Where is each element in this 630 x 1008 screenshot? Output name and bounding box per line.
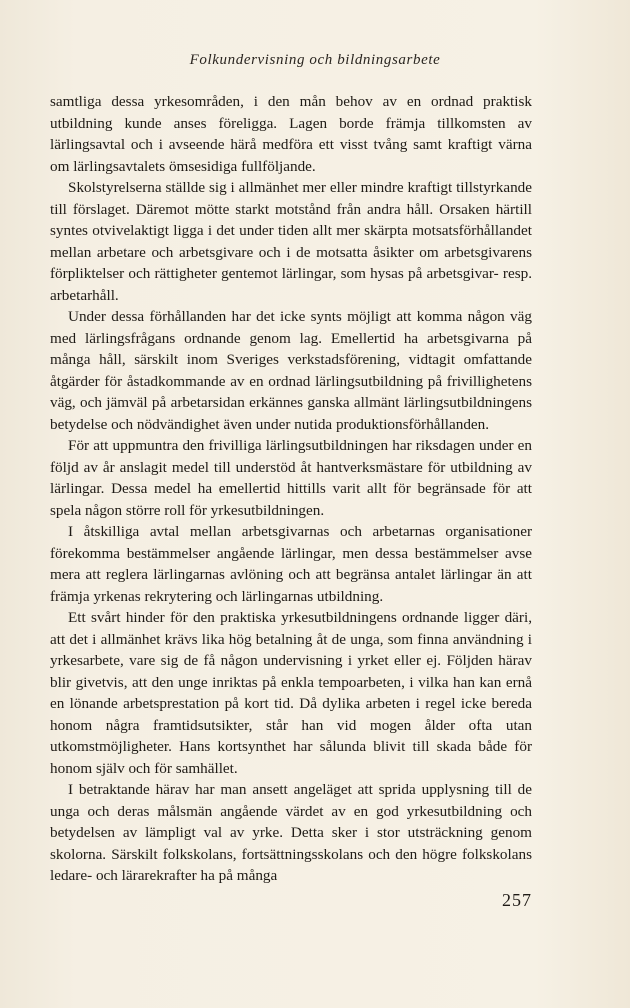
paragraph-1: samtliga dessa yrkesområden, i den mån behov av en ordnad praktisk utbildning kunde anses föreligga. Lagen borde främja tillkomsten av lärlingsavtal och i avseende härå medföra ett visst tvång samt kraftigt värna om lärlingsavtalets ömsesidiga fullföljande. [50, 93, 532, 175]
paragraph-3: Under dessa förhållanden har det icke synts möjligt att komma någon väg med lärlingsfrågans ordnande genom lag. Emellertid ha arbetsgivarna på många håll, särskilt inom Sveriges verkstadsförening, vidtagit omfattande åtgärder för åstadkommande av en ordnad lärlingsutbildning på frivillighetens väg, och jämväl på arbetarsidan erkännes ganska allmänt lärlingsutbildningens betydelse och nödvändighet även under nutida produktionsförhållanden. [50, 308, 532, 433]
body-text [50, 91, 532, 887]
running-head: Folkundervisning och bildningsarbete [189, 52, 441, 68]
paragraph-2: Skolstyrelserna ställde sig i allmänhet mer eller mindre kraftigt tillstyrkande till förslaget. Däremot mötte starkt motstånd från andra håll. Orsaken härtill syntes otvivelaktigt ligga i det under tiden allt mer skärpta motsatsförhållandet mellan arbetare och arbetsgivare och i de motsatta åsikter om arbetsgivarens förpliktelser och rättigheter gentemot lärlingar, som hysas på arbetsgivar- resp. arbetarhåll. [50, 179, 532, 304]
paragraph-4: För att uppmuntra den frivilliga lärlingsutbildningen har riksdagen under en följd av år anslagit medel till understöd åt hantverksmästare för utbildning av lärlingar. Dessa medel ha emellertid hittills varit allt för begränsade för att spela någon större roll för yrkesutbildningen. [50, 437, 532, 519]
paragraph-6: Ett svårt hinder för den praktiska yrkesutbildningens ordnande ligger däri, att det i allmänhet krävs lika hög betalning åt de unga, som finna användning i yrkesarbete, vare sig de få någon undervisning i yrket eller ej. Följden härav blir givetvis, att den unge inriktas på enkla tempoarbeten, i vilka han kan ernå en lönande arbetsprestation på kort tid. Då dylika arbeten i regel icke bereda honom några framtidsutsikter, står han vid mogen ålder ofta utan utkomstmöjligheter. Hans kortsynthet har sålunda blivit till skada både för honom själv och för samhället. [50, 609, 532, 777]
paragraph-7: I betraktande härav har man ansett angeläget att sprida upplysning till de unga och deras målsmän angående värdet av en god yrkesutbildning och betydelsen av lämpligt val av yrke. Detta sker i stor utsträckning genom skolorna. Särskilt folkskolans, fortsättningsskolans och den högre folkskolans ledare- och lärarekrafter ha på många [50, 781, 532, 884]
paragraph-5: I åtskilliga avtal mellan arbetsgivarnas och arbetarnas organisationer förekomma bestämmelser angående lärlingar, men dessa bestämmelser avse mera att reglera lärlingarnas avlöning och att begränsa antalet lärlingar än att främja yrkenas rekrytering och lärlingarnas utbildning. [50, 523, 532, 605]
page-number: 257 [502, 890, 532, 910]
